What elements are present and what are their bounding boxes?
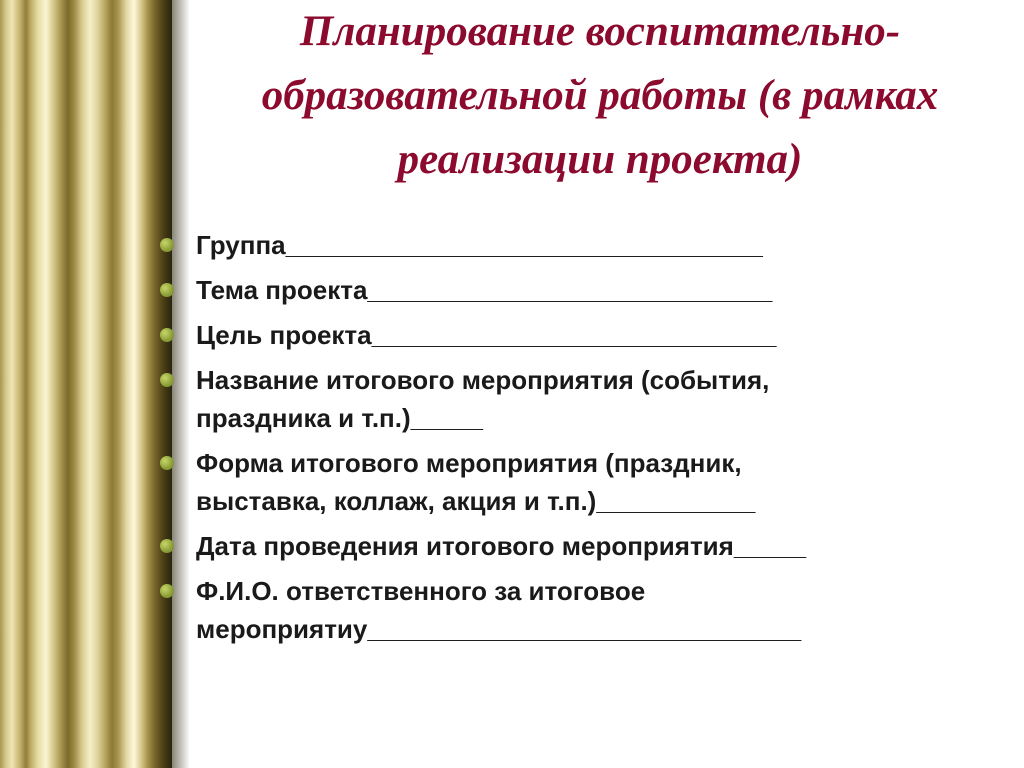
list-item-text: Ф.И.О. ответственного за итоговое (196, 576, 646, 606)
bullet-dot-icon (160, 283, 174, 297)
bullet-list (160, 226, 1010, 655)
title-line-1: Планирование воспитательно- (299, 8, 901, 55)
title-line-3: реализации проекта) (397, 136, 803, 183)
bullet-dot-icon (160, 238, 174, 252)
list-item-event-date (160, 527, 1010, 565)
slide-title (200, 0, 1000, 192)
list-item-topic (160, 271, 1010, 309)
list-item-text-continued: выставка, коллаж, акция и т.п.)___________ (196, 486, 756, 516)
bullet-dot-icon (160, 539, 174, 553)
list-item-event-name (160, 361, 1010, 437)
bullet-dot-icon (160, 328, 174, 342)
bullet-dot-icon (160, 373, 174, 387)
list-item-text-continued: мероприятиу______________________________ (196, 614, 802, 644)
list-item-text: Цель проекта____________________________ (196, 320, 777, 350)
list-item-goal (160, 316, 1010, 354)
list-item-text: Название итогового мероприятия (события, (196, 365, 770, 395)
list-item-text: Группа_________________________________ (196, 230, 763, 260)
decorative-pillar (0, 0, 172, 768)
list-item-text: Дата проведения итогового мероприятия_____ (196, 531, 807, 561)
list-item-text: Форма итогового мероприятия (праздник, (196, 448, 742, 478)
bullet-dot-icon (160, 584, 174, 598)
title-line-2: образовательной работы (в рамках (261, 72, 939, 119)
list-item-text-continued: праздника и т.п.)_____ (196, 403, 483, 433)
list-item-group (160, 226, 1010, 264)
bullet-dot-icon (160, 456, 174, 470)
list-item-text: Тема проекта____________________________ (196, 275, 773, 305)
list-item-responsible (160, 572, 1010, 648)
list-item-event-form (160, 444, 1010, 520)
